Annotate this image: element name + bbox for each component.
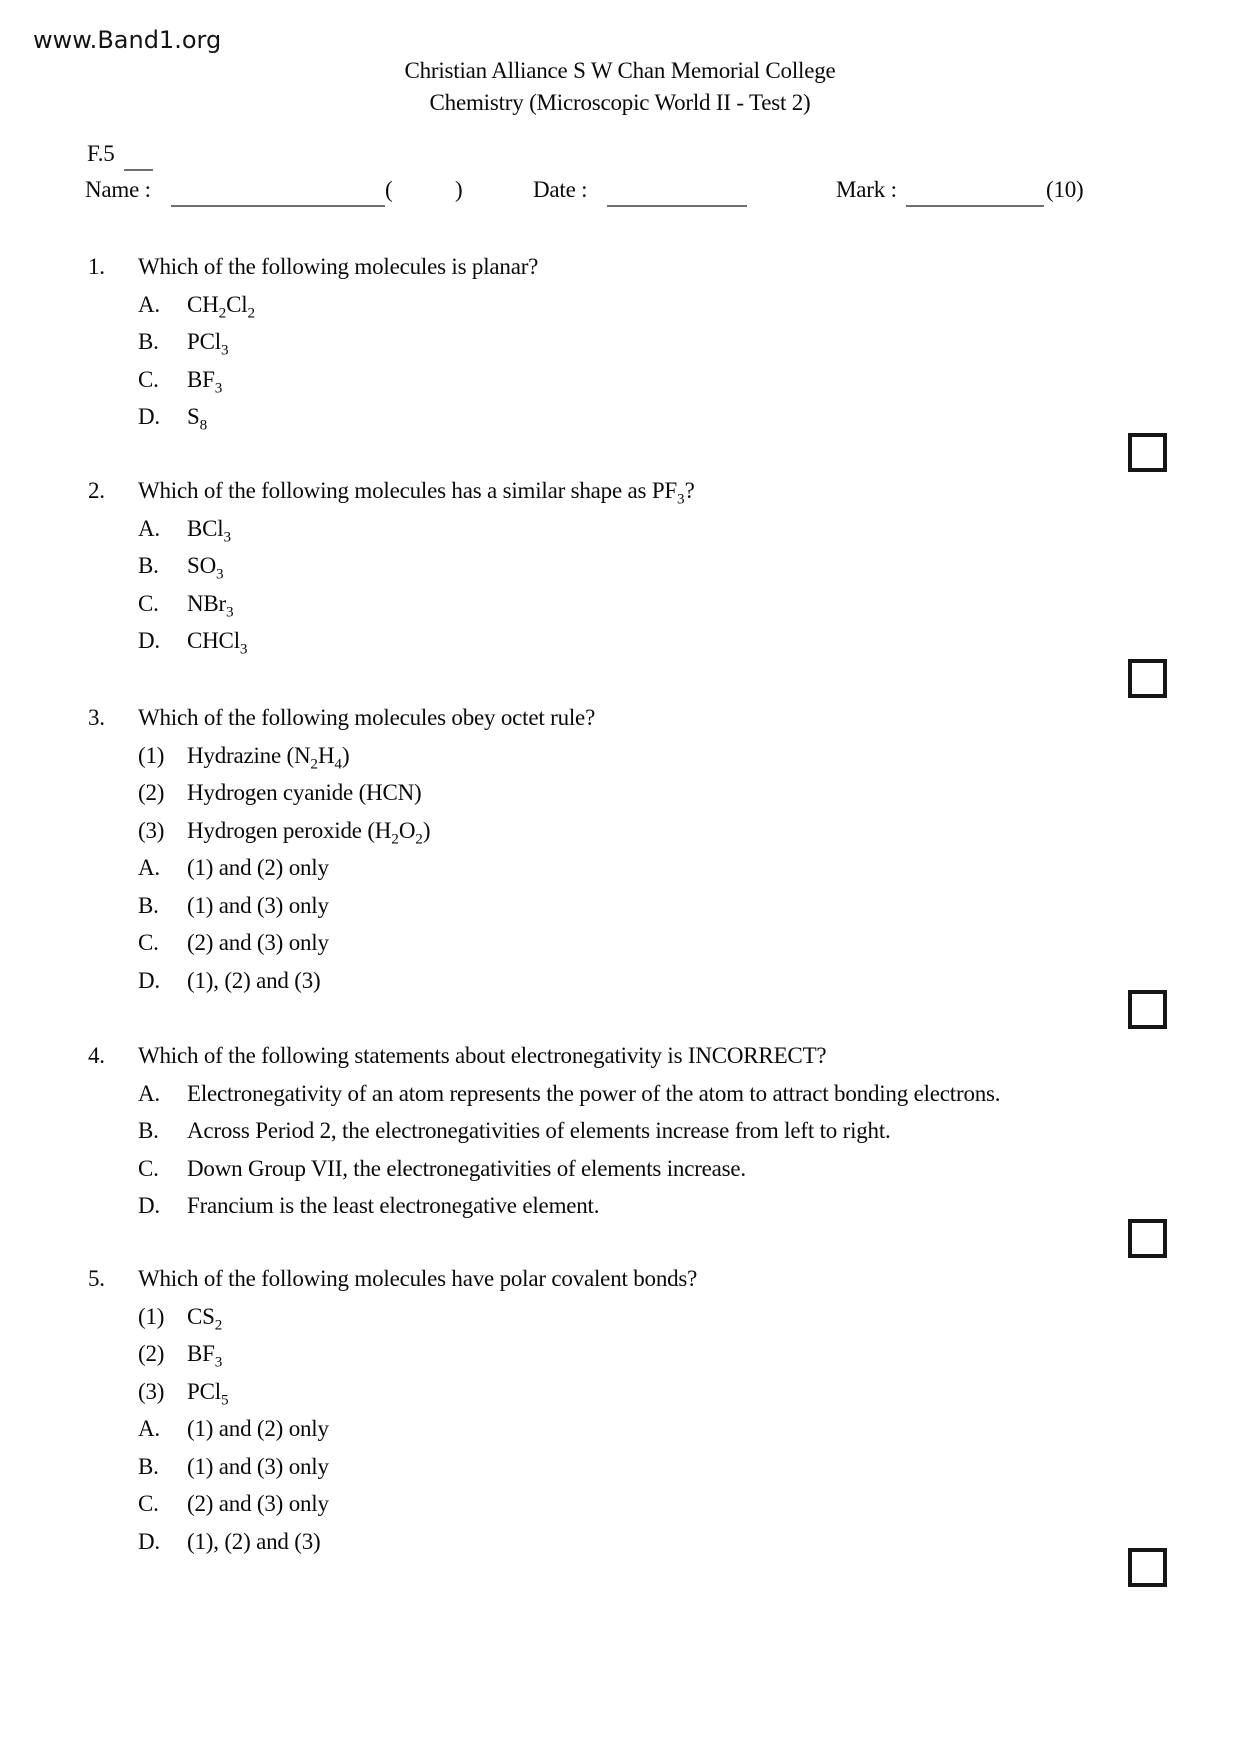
option-row: [138, 585, 1148, 623]
option-letter: D.: [138, 404, 160, 429]
statement-text: $CS_2$: [187, 1303, 223, 1334]
question-text: Which of the following molecules is planar?: [138, 254, 539, 279]
option-row: [138, 622, 1148, 660]
option-row: [138, 962, 1148, 1000]
name-blank[interactable]: [171, 176, 385, 207]
option-letter: A.: [138, 1416, 160, 1441]
option-text: $CH_2Cl_2$: [187, 291, 256, 322]
question-text: Which of the following molecules has a similar shape as $PF_3$?: [138, 478, 695, 508]
option-row: [138, 286, 1148, 324]
question-head: [88, 1260, 1148, 1298]
option-text: $S_8$: [187, 404, 208, 434]
option-letter: B.: [138, 892, 159, 918]
option-letter: C.: [138, 930, 159, 955]
question-number: 5.: [88, 1266, 105, 1291]
option-text: Down Group VII, the electronegativities of elements increase.: [187, 1155, 746, 1181]
statement-text: Hydrogen cyanide (HCN): [187, 780, 422, 805]
option-text: $SO_3$: [187, 553, 224, 583]
class-paren-close: ): [455, 177, 463, 202]
question-number: 3.: [88, 705, 105, 730]
statement-row: [138, 1335, 1148, 1373]
question-text: Which of the following molecules obey octet rule?: [138, 705, 596, 730]
option-row: [138, 1410, 1148, 1448]
option-text: (1), (2) and (3): [187, 967, 321, 993]
statement-text: PCl$_5$: [187, 1378, 229, 1409]
option-letter: A.: [138, 515, 160, 541]
mark-label: Mark :: [836, 177, 897, 202]
option-text: PCl$_3$: [187, 329, 229, 359]
question-text: Which of the following molecules have polar covalent bonds?: [138, 1266, 698, 1291]
statement-number: (2): [138, 1341, 165, 1366]
question-4: [88, 1037, 1148, 1225]
question-number: 1.: [88, 254, 105, 279]
option-text: Electronegativity of an atom represents the power of the atom to attract bonding electrons.: [187, 1080, 1001, 1106]
option-text: (2) and (3) only: [187, 930, 329, 955]
question-head: [88, 1037, 1148, 1075]
option-row: [138, 1485, 1148, 1523]
date-label: Date :: [533, 177, 588, 202]
statement-text: Hydrogen peroxide $(H_2O_2)$: [187, 817, 431, 848]
statement-text: Hydrazine $(N_2H_4)$: [187, 742, 350, 773]
option-row: [138, 887, 1148, 925]
question-1: [88, 248, 1148, 436]
option-letter: C.: [138, 366, 159, 392]
date-blank[interactable]: [607, 176, 747, 207]
option-row: [138, 510, 1148, 548]
option-row: [138, 1523, 1148, 1561]
answer-box-q1[interactable]: [1128, 433, 1167, 472]
form-level-blank[interactable]: [124, 142, 153, 171]
option-text: Across Period 2, the electronegativities of elements increase from left to right.: [187, 1118, 891, 1143]
class-paren-open: (: [385, 177, 393, 202]
option-text: (1), (2) and (3): [187, 1528, 321, 1554]
option-letter: B.: [138, 1118, 159, 1143]
option-letter: B.: [138, 553, 159, 578]
option-letter: C.: [138, 1491, 159, 1516]
option-text: CHCl$_3$: [187, 628, 248, 658]
mark-total: (10): [1046, 177, 1084, 202]
school-name: Christian Alliance S W Chan Memorial College: [404, 58, 836, 83]
option-text: (1) and (2) only: [187, 855, 329, 880]
statement-row: [138, 812, 1148, 850]
statement-number: (2): [138, 780, 165, 805]
answer-box-q2[interactable]: [1128, 659, 1167, 698]
option-text: BCl$_3$: [187, 515, 232, 546]
option-row: [138, 924, 1148, 962]
name-label: Name :: [85, 177, 151, 202]
answer-box-q5[interactable]: [1128, 1548, 1167, 1587]
option-row: [138, 323, 1148, 361]
option-row: [138, 1112, 1148, 1150]
statement-text: $BF_3$: [187, 1341, 223, 1371]
paper-title: Chemistry (Microscopic World II - Test 2): [429, 90, 811, 115]
question-2: [88, 472, 1148, 660]
option-letter: C.: [138, 590, 159, 616]
statement-number: (3): [138, 817, 165, 843]
option-row: [138, 398, 1148, 436]
option-text: (1) and (3) only: [187, 892, 329, 918]
option-text: Francium is the least electronegative element.: [187, 1193, 600, 1218]
option-text: $BF_3$: [187, 366, 223, 397]
option-letter: D.: [138, 1193, 160, 1218]
statement-row: [138, 1298, 1148, 1336]
option-text: (2) and (3) only: [187, 1491, 329, 1516]
option-letter: A.: [138, 1080, 160, 1106]
statement-number: (1): [138, 742, 165, 768]
option-row: [138, 849, 1148, 887]
answer-box-q4[interactable]: [1128, 1219, 1167, 1258]
option-text: NBr$_3$: [187, 590, 234, 621]
question-number: 4.: [88, 1043, 105, 1068]
mark-blank[interactable]: [906, 176, 1044, 207]
option-text: (1) and (3) only: [187, 1453, 329, 1479]
option-letter: C.: [138, 1155, 159, 1181]
question-text: Which of the following statements about electronegativity is INCORRECT?: [138, 1043, 827, 1068]
option-row: [138, 361, 1148, 399]
site-watermark: www.Band1.org: [33, 26, 222, 54]
question-head: [88, 472, 1148, 510]
option-letter: B.: [138, 1453, 159, 1479]
question-head: [88, 248, 1148, 286]
answer-box-q3[interactable]: [1128, 990, 1167, 1029]
option-row: [138, 1187, 1148, 1225]
option-letter: D.: [138, 628, 160, 653]
option-row: [138, 547, 1148, 585]
option-letter: B.: [138, 329, 159, 354]
option-row: [138, 1075, 1148, 1113]
option-letter: A.: [138, 855, 160, 880]
question-head: [88, 699, 1148, 737]
form-level: F.5: [87, 141, 115, 166]
option-letter: D.: [138, 1528, 160, 1554]
statement-number: (3): [138, 1378, 165, 1404]
statement-row: [138, 737, 1148, 775]
statement-row: [138, 774, 1148, 812]
statement-number: (1): [138, 1303, 165, 1329]
option-row: [138, 1150, 1148, 1188]
option-text: (1) and (2) only: [187, 1416, 329, 1441]
question-3: [88, 699, 1148, 999]
question-number: 2.: [88, 478, 105, 503]
statement-row: [138, 1373, 1148, 1411]
option-letter: A.: [138, 291, 160, 317]
option-row: [138, 1448, 1148, 1486]
option-letter: D.: [138, 967, 160, 993]
question-5: [88, 1260, 1148, 1560]
